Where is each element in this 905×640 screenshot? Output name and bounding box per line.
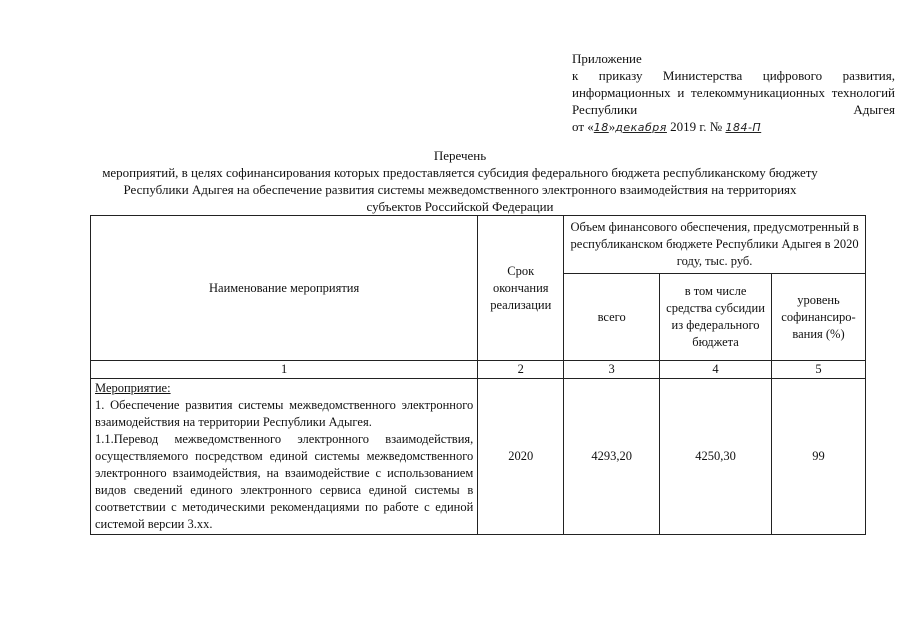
- appendix-title: Приложение: [572, 51, 642, 66]
- table-row: [91, 379, 866, 535]
- date-day-handwritten: 18: [593, 121, 609, 134]
- date-year: 2019 г. №: [666, 119, 726, 134]
- measures-table: [90, 215, 866, 535]
- appendix-order-reference: к приказу Министерства цифрового развития, информационных и телекоммуникационных технологий Республики Адыгея: [572, 68, 895, 117]
- column-number: 4: [660, 361, 772, 379]
- header-total: всего: [564, 274, 660, 361]
- header-deadline: Срок окончания реализации: [478, 216, 564, 361]
- measure-deadline: 2020: [478, 379, 564, 535]
- table-header-row: [91, 216, 866, 274]
- measure-item-1-1: 1.1.Перевод межведомственного электронного взаимодействия, осуществляемого посредством единой системы межведомственного электронного взаимодействия, на взаимодействие с использованием видов сведений единого электронного сервиса единой системы в соответствии с методическими рекомендациями по работе с единой системой версии 3.хх.: [95, 432, 474, 531]
- header-level: уровень софинансиро-вания (%): [772, 274, 866, 361]
- appendix-block: [572, 50, 895, 136]
- measure-label: Мероприятие:: [95, 381, 171, 395]
- document-subtitle: мероприятий, в целях софинансирования которых предоставляется субсидия федерального бюджета республиканскому бюджету Республики Адыгея на обеспечение развития системы межведомственного электронного взаимодействия на территориях субъектов Российской Федерации: [102, 165, 818, 214]
- date-quote-close: »: [608, 119, 616, 134]
- measure-federal: 4250,30: [660, 379, 772, 535]
- measure-description: [91, 379, 478, 535]
- document-title: Перечень: [433, 148, 487, 163]
- header-funding: Объем финансового обеспечения, предусмотренный в республиканском бюджете Республики Адыгея в 2020 году, тыс. руб.: [564, 216, 866, 274]
- order-number-handwritten: 184-П: [725, 121, 762, 134]
- header-name: Наименование мероприятия: [91, 216, 478, 361]
- column-number: 5: [772, 361, 866, 379]
- date-month-handwritten: декабря: [615, 121, 667, 134]
- column-number: 3: [564, 361, 660, 379]
- measure-total: 4293,20: [564, 379, 660, 535]
- date-prefix: от «: [572, 119, 594, 134]
- measure-level: 99: [772, 379, 866, 535]
- column-numbers-row: [91, 361, 866, 379]
- column-number: 2: [478, 361, 564, 379]
- measure-item-1: 1. Обеспечение развития системы межведомственного электронного взаимодействия на территории Республики Адыгея.: [95, 398, 474, 429]
- column-number: 1: [91, 361, 478, 379]
- appendix-date-line: [572, 118, 895, 136]
- header-federal: в том числе средства субсидии из федерального бюджета: [660, 274, 772, 361]
